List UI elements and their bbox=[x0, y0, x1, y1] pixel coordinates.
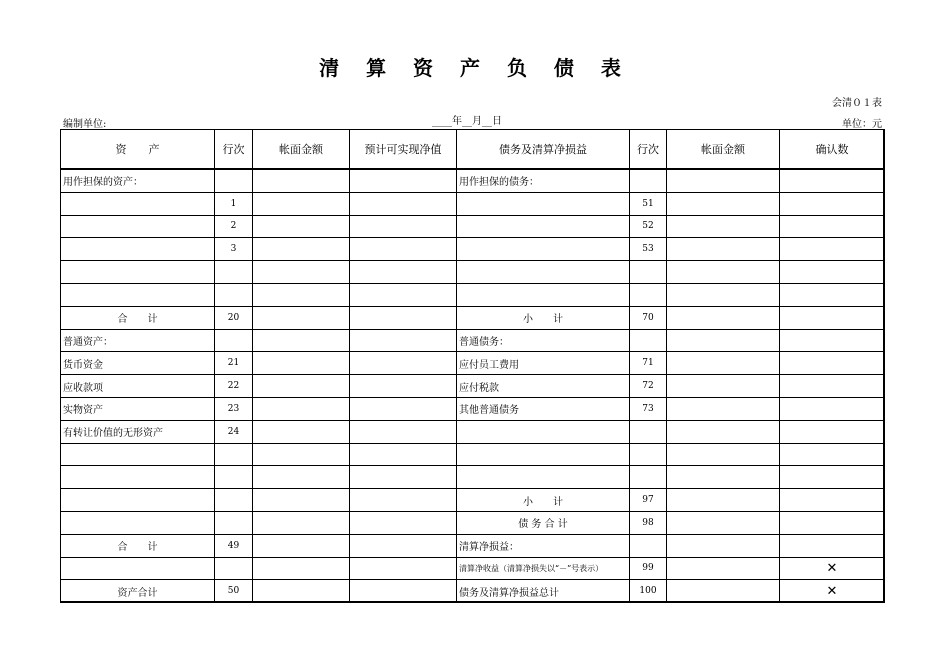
table-row bbox=[61, 375, 885, 398]
liability-book-amount-cell[interactable] bbox=[667, 192, 780, 215]
liability-book-amount-cell[interactable] bbox=[667, 215, 780, 238]
asset-name-cell bbox=[61, 443, 215, 466]
liability-book-amount-cell[interactable] bbox=[667, 489, 780, 512]
asset-net-value-cell[interactable] bbox=[350, 238, 457, 261]
asset-line-no-cell bbox=[215, 489, 253, 512]
header-line-no: 行次 bbox=[215, 130, 253, 170]
liability-line-no-cell: 97 bbox=[630, 489, 667, 512]
table-row bbox=[61, 169, 885, 192]
asset-name-cell bbox=[61, 557, 215, 580]
asset-line-no-cell bbox=[215, 466, 253, 489]
liability-name-cell: 小 计 bbox=[457, 306, 630, 329]
liability-book-amount-cell[interactable] bbox=[667, 443, 780, 466]
table-row bbox=[61, 580, 885, 603]
table-row bbox=[61, 443, 885, 466]
confirmed-amount-cell[interactable] bbox=[780, 261, 885, 284]
table-row bbox=[61, 352, 885, 375]
asset-name-cell: 用作担保的资产： bbox=[61, 169, 215, 192]
liability-line-no-cell bbox=[630, 261, 667, 284]
asset-name-cell bbox=[61, 215, 215, 238]
table-row bbox=[61, 238, 885, 261]
asset-name-cell: 有转让价值的无形资产 bbox=[61, 420, 215, 443]
confirmed-amount-cell[interactable] bbox=[780, 238, 885, 261]
liability-line-no-cell: 70 bbox=[630, 306, 667, 329]
liability-name-cell: 债 务 合 计 bbox=[457, 511, 630, 534]
confirmed-amount-cell[interactable] bbox=[780, 283, 885, 306]
header-book-amount: 帐面金额 bbox=[253, 130, 350, 170]
asset-book-amount-cell[interactable] bbox=[253, 215, 350, 238]
asset-line-no-cell: 20 bbox=[215, 306, 253, 329]
liability-book-amount-cell[interactable] bbox=[667, 375, 780, 398]
liability-name-cell: 应付员工费用 bbox=[457, 352, 630, 375]
asset-net-value-cell[interactable] bbox=[350, 511, 457, 534]
asset-name-cell: 合 计 bbox=[61, 534, 215, 557]
asset-book-amount-cell[interactable] bbox=[253, 443, 350, 466]
asset-book-amount-cell[interactable] bbox=[253, 375, 350, 398]
asset-line-no-cell bbox=[215, 283, 253, 306]
asset-book-amount-cell[interactable] bbox=[253, 306, 350, 329]
table-row bbox=[61, 511, 885, 534]
liability-line-no-cell: 100 bbox=[630, 580, 667, 603]
asset-net-value-cell[interactable] bbox=[350, 397, 457, 420]
liability-name-cell bbox=[457, 443, 630, 466]
liability-line-no-cell bbox=[630, 443, 667, 466]
liability-line-no-cell bbox=[630, 169, 667, 192]
header-line-no-2: 行次 bbox=[630, 130, 667, 170]
liability-book-amount-cell[interactable] bbox=[667, 397, 780, 420]
asset-book-amount-cell[interactable] bbox=[253, 511, 350, 534]
asset-name-cell: 应收款项 bbox=[61, 375, 215, 398]
table-row bbox=[61, 534, 885, 557]
table-row bbox=[61, 192, 885, 215]
table-row bbox=[61, 466, 885, 489]
header-book-amount-2: 帐面金额 bbox=[667, 130, 780, 170]
asset-line-no-cell: 21 bbox=[215, 352, 253, 375]
asset-net-value-cell[interactable] bbox=[350, 466, 457, 489]
asset-name-cell bbox=[61, 238, 215, 261]
asset-net-value-cell[interactable] bbox=[350, 215, 457, 238]
asset-book-amount-cell[interactable] bbox=[253, 420, 350, 443]
asset-net-value-cell[interactable] bbox=[350, 580, 457, 603]
confirmed-amount-cell[interactable] bbox=[780, 489, 885, 512]
confirmed-amount-cell[interactable] bbox=[780, 352, 885, 375]
liability-name-cell: 清算净收益（清算净损失以“－”号表示） bbox=[457, 557, 630, 580]
table-row bbox=[61, 306, 885, 329]
liability-name-cell: 应付税款 bbox=[457, 375, 630, 398]
table-row bbox=[61, 420, 885, 443]
liability-book-amount-cell[interactable] bbox=[667, 329, 780, 352]
form-code: 会清０１表 bbox=[832, 98, 882, 109]
asset-name-cell bbox=[61, 192, 215, 215]
asset-net-value-cell[interactable] bbox=[350, 352, 457, 375]
liability-book-amount-cell[interactable] bbox=[667, 261, 780, 284]
asset-net-value-cell[interactable] bbox=[350, 329, 457, 352]
asset-name-cell: 合 计 bbox=[61, 306, 215, 329]
asset-book-amount-cell[interactable] bbox=[253, 466, 350, 489]
liability-book-amount-cell[interactable] bbox=[667, 511, 780, 534]
liability-line-no-cell bbox=[630, 420, 667, 443]
asset-book-amount-cell[interactable] bbox=[253, 169, 350, 192]
unit-label: 单位：元 bbox=[842, 119, 882, 130]
liability-name-cell: 用作担保的债务： bbox=[457, 169, 630, 192]
asset-net-value-cell[interactable] bbox=[350, 283, 457, 306]
asset-name-cell bbox=[61, 489, 215, 512]
liability-book-amount-cell[interactable] bbox=[667, 420, 780, 443]
confirmed-amount-cell[interactable] bbox=[780, 169, 885, 192]
liability-line-no-cell: 99 bbox=[630, 557, 667, 580]
asset-line-no-cell bbox=[215, 557, 253, 580]
header-net-realizable: 预计可实现净值 bbox=[350, 130, 457, 170]
asset-book-amount-cell[interactable] bbox=[253, 238, 350, 261]
asset-line-no-cell: 50 bbox=[215, 580, 253, 603]
liability-name-cell: 小 计 bbox=[457, 489, 630, 512]
table-row bbox=[61, 329, 885, 352]
asset-net-value-cell[interactable] bbox=[350, 557, 457, 580]
liability-book-amount-cell[interactable] bbox=[667, 283, 780, 306]
liability-name-cell bbox=[457, 261, 630, 284]
table-row bbox=[61, 215, 885, 238]
balance-sheet-table bbox=[60, 129, 885, 603]
asset-line-no-cell: 23 bbox=[215, 397, 253, 420]
liability-line-no-cell: 53 bbox=[630, 238, 667, 261]
liability-book-amount-cell[interactable] bbox=[667, 580, 780, 603]
liability-name-cell bbox=[457, 283, 630, 306]
asset-name-cell: 货币资金 bbox=[61, 352, 215, 375]
confirmed-amount-cell[interactable] bbox=[780, 192, 885, 215]
asset-book-amount-cell[interactable] bbox=[253, 283, 350, 306]
liability-line-no-cell: 72 bbox=[630, 375, 667, 398]
table-row bbox=[61, 489, 885, 512]
asset-line-no-cell: 1 bbox=[215, 192, 253, 215]
page-title: 清 算 资 产 负 债 表 bbox=[319, 56, 631, 80]
confirmed-amount-cell[interactable] bbox=[780, 466, 885, 489]
liability-book-amount-cell[interactable] bbox=[667, 557, 780, 580]
liability-name-cell bbox=[457, 215, 630, 238]
asset-line-no-cell: 24 bbox=[215, 420, 253, 443]
liability-name-cell: 普通债务： bbox=[457, 329, 630, 352]
liability-line-no-cell: 73 bbox=[630, 397, 667, 420]
date-line: ____年__月__日 bbox=[432, 116, 502, 127]
asset-line-no-cell: 2 bbox=[215, 215, 253, 238]
asset-net-value-cell[interactable] bbox=[350, 489, 457, 512]
asset-name-cell bbox=[61, 261, 215, 284]
liability-book-amount-cell[interactable] bbox=[667, 238, 780, 261]
asset-net-value-cell[interactable] bbox=[350, 420, 457, 443]
asset-book-amount-cell[interactable] bbox=[253, 261, 350, 284]
confirmed-amount-cell[interactable] bbox=[780, 534, 885, 557]
liability-line-no-cell: 98 bbox=[630, 511, 667, 534]
confirmed-amount-cell[interactable] bbox=[780, 375, 885, 398]
liability-line-no-cell: 51 bbox=[630, 192, 667, 215]
liability-name-cell bbox=[457, 192, 630, 215]
asset-line-no-cell: 22 bbox=[215, 375, 253, 398]
asset-name-cell bbox=[61, 511, 215, 534]
liability-name-cell bbox=[457, 420, 630, 443]
asset-line-no-cell bbox=[215, 511, 253, 534]
liability-line-no-cell bbox=[630, 534, 667, 557]
asset-line-no-cell bbox=[215, 169, 253, 192]
asset-line-no-cell: 49 bbox=[215, 534, 253, 557]
confirmed-amount-cell[interactable] bbox=[780, 443, 885, 466]
asset-book-amount-cell[interactable] bbox=[253, 352, 350, 375]
table-row bbox=[61, 397, 885, 420]
liability-book-amount-cell[interactable] bbox=[667, 534, 780, 557]
compile-unit-label: 编制单位: bbox=[63, 119, 107, 130]
liability-book-amount-cell[interactable] bbox=[667, 306, 780, 329]
liability-book-amount-cell[interactable] bbox=[667, 466, 780, 489]
asset-net-value-cell[interactable] bbox=[350, 443, 457, 466]
liability-name-cell bbox=[457, 238, 630, 261]
confirmed-amount-cell[interactable] bbox=[780, 329, 885, 352]
liability-book-amount-cell[interactable] bbox=[667, 352, 780, 375]
asset-line-no-cell: 3 bbox=[215, 238, 253, 261]
asset-book-amount-cell[interactable] bbox=[253, 192, 350, 215]
asset-line-no-cell bbox=[215, 261, 253, 284]
confirmed-amount-cell[interactable] bbox=[780, 397, 885, 420]
liability-line-no-cell: 52 bbox=[630, 215, 667, 238]
confirmed-amount-cell[interactable] bbox=[780, 306, 885, 329]
asset-line-no-cell bbox=[215, 329, 253, 352]
liability-line-no-cell bbox=[630, 283, 667, 306]
asset-book-amount-cell[interactable] bbox=[253, 534, 350, 557]
asset-book-amount-cell[interactable] bbox=[253, 489, 350, 512]
asset-line-no-cell bbox=[215, 443, 253, 466]
asset-book-amount-cell[interactable] bbox=[253, 329, 350, 352]
confirmed-amount-cell[interactable] bbox=[780, 215, 885, 238]
asset-net-value-cell[interactable] bbox=[350, 306, 457, 329]
table-row bbox=[61, 557, 885, 580]
asset-net-value-cell[interactable] bbox=[350, 375, 457, 398]
header-confirmed: 确认数 bbox=[780, 130, 885, 170]
table-row bbox=[61, 261, 885, 284]
asset-net-value-cell[interactable] bbox=[350, 169, 457, 192]
asset-net-value-cell[interactable] bbox=[350, 192, 457, 215]
table-row bbox=[61, 283, 885, 306]
liability-name-cell: 债务及清算净损益总计 bbox=[457, 580, 630, 603]
asset-net-value-cell[interactable] bbox=[350, 261, 457, 284]
asset-net-value-cell[interactable] bbox=[350, 534, 457, 557]
header-row bbox=[61, 130, 885, 170]
header-asset: 资 产 bbox=[61, 130, 215, 170]
asset-name-cell: 资产合计 bbox=[61, 580, 215, 603]
liability-name-cell: 清算净损益： bbox=[457, 534, 630, 557]
asset-name-cell bbox=[61, 466, 215, 489]
asset-name-cell: 普通资产： bbox=[61, 329, 215, 352]
confirmed-amount-cell[interactable]: ✕ bbox=[780, 557, 885, 580]
asset-book-amount-cell[interactable] bbox=[253, 580, 350, 603]
asset-book-amount-cell[interactable] bbox=[253, 557, 350, 580]
asset-name-cell bbox=[61, 283, 215, 306]
liability-line-no-cell bbox=[630, 466, 667, 489]
confirmed-amount-cell[interactable] bbox=[780, 420, 885, 443]
liability-name-cell: 其他普通债务 bbox=[457, 397, 630, 420]
asset-book-amount-cell[interactable] bbox=[253, 397, 350, 420]
liability-book-amount-cell[interactable] bbox=[667, 169, 780, 192]
confirmed-amount-cell[interactable] bbox=[780, 511, 885, 534]
header-liabilities: 债务及清算净损益 bbox=[457, 130, 630, 170]
liability-name-cell bbox=[457, 466, 630, 489]
confirmed-amount-cell[interactable]: ✕ bbox=[780, 580, 885, 603]
asset-name-cell: 实物资产 bbox=[61, 397, 215, 420]
liability-line-no-cell: 71 bbox=[630, 352, 667, 375]
liability-line-no-cell bbox=[630, 329, 667, 352]
